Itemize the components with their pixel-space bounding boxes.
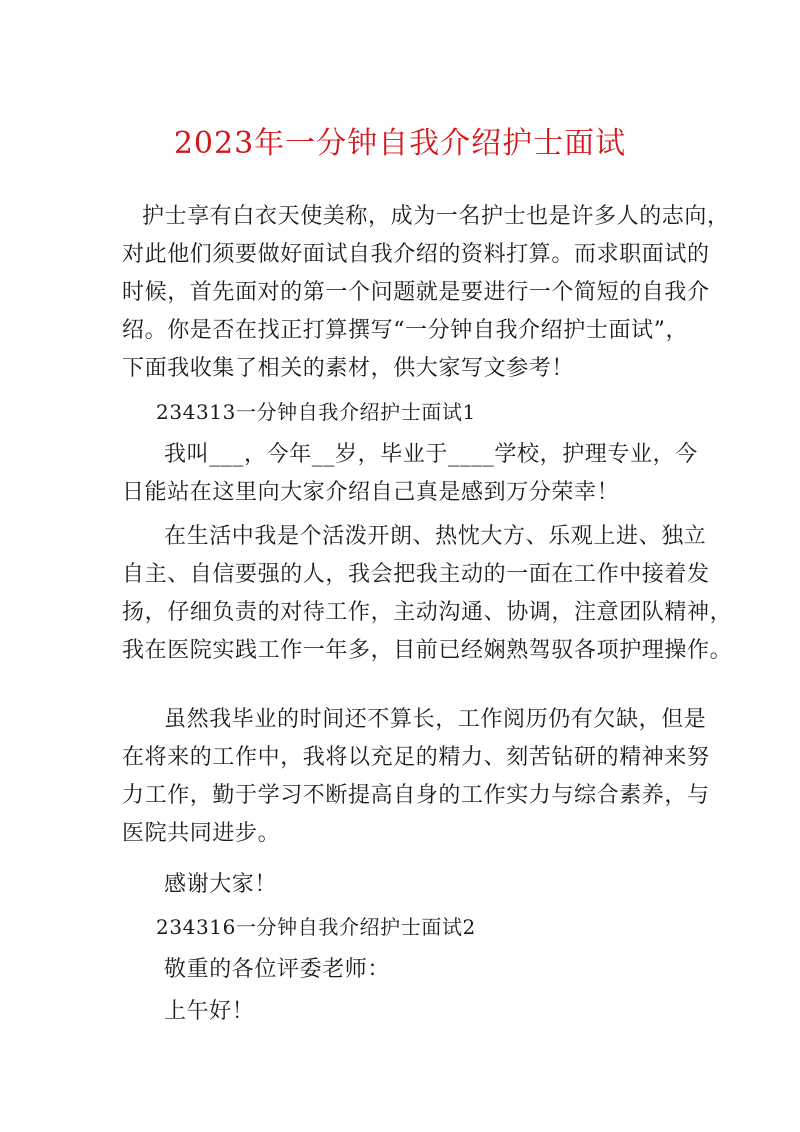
paragraph-line: 虽然我毕业的时间还不算长，工作阅历仍有欠缺，但是 — [164, 707, 707, 732]
paragraph-line: 时候，首先面对的第一个问题就是要进行一个简短的自我介 — [122, 280, 710, 305]
paragraph-line: 医院共同进步。 — [122, 821, 281, 846]
paragraph-line: 我叫___，今年__岁，毕业于____学校，护理专业，今 — [164, 442, 698, 467]
paragraph-line: 下面我收集了相关的素材，供大家写文参考！ — [122, 356, 575, 381]
paragraph-line: 力工作，勤于学习不断提高自身的工作实力与综合素养，与 — [122, 783, 710, 808]
document-title: 2023年一分钟自我介绍护士面试 — [173, 126, 627, 161]
paragraph-line: 对此他们须要做好面试自我介绍的资料打算。而求职面试的 — [122, 242, 710, 267]
paragraph-line: 在将来的工作中，我将以充足的精力、刻苦钻研的精神来努 — [122, 745, 710, 770]
paragraph-line: 自主、自信要强的人，我会把我主动的一面在工作中接着发 — [122, 562, 710, 587]
paragraph-line: 在生活中我是个活泼开朗、热忱大方、乐观上进、独立 — [164, 524, 707, 549]
paragraph-line: 敬重的各位评委老师： — [164, 957, 391, 982]
paragraph-line: 护士享有白衣天使美称，成为一名护士也是许多人的志向， — [142, 204, 730, 229]
paragraph-line: 上午好！ — [164, 999, 255, 1024]
paragraph-line: 绍。你是否在找正打算撰写“一分钟自我介绍护士面试”， — [122, 318, 689, 343]
section-heading: 234313一分钟自我介绍护士面试1 — [156, 400, 476, 424]
paragraph-line: 我在医院实践工作一年多，目前已经娴熟驾驭各项护理操作。 — [122, 638, 733, 663]
paragraph-line: 扬，仔细负责的对待工作，主动沟通、协调，注意团队精神， — [122, 600, 733, 625]
section-heading: 234316一分钟自我介绍护士面试2 — [156, 915, 476, 939]
paragraph-line: 日能站在这里向大家介绍自己真是感到万分荣幸！ — [122, 480, 620, 505]
paragraph-line: 感谢大家！ — [164, 872, 278, 897]
